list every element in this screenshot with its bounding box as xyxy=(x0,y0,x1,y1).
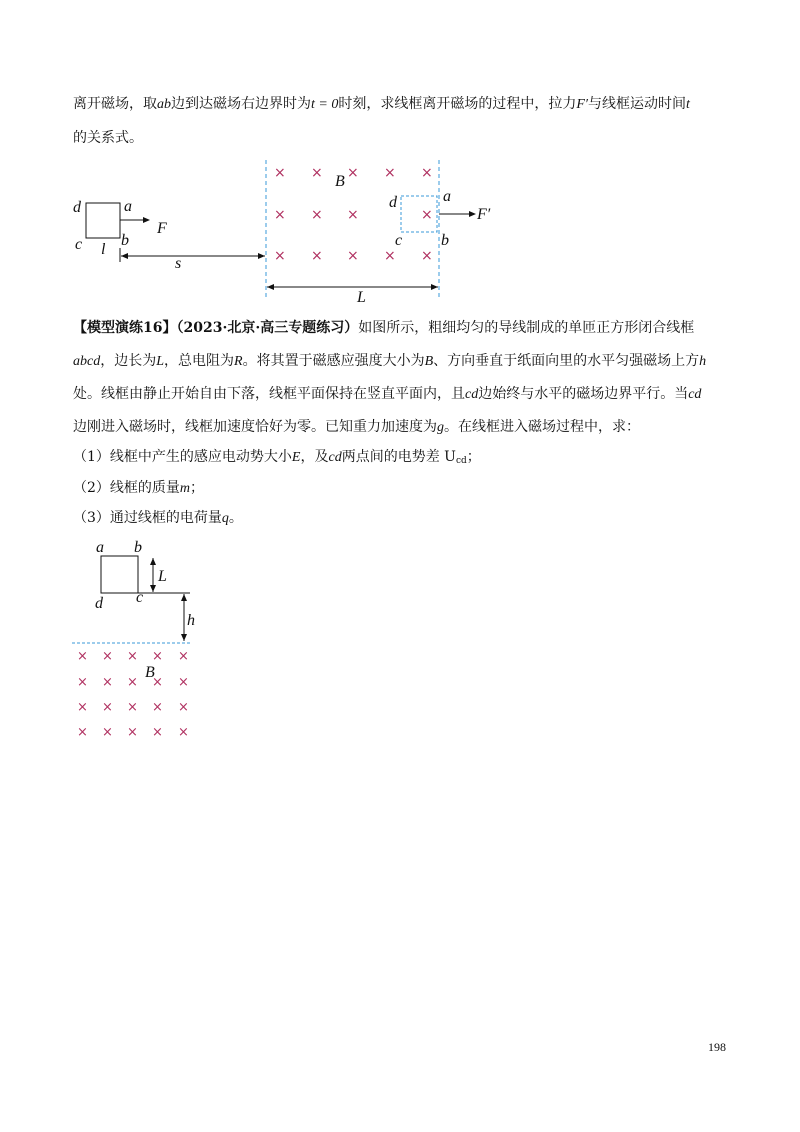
field-cross: × xyxy=(178,675,189,690)
field-cross: × xyxy=(384,165,396,181)
field-crosses xyxy=(77,649,189,740)
var-ab: ab xyxy=(157,97,171,112)
field-cross: × xyxy=(178,725,189,740)
field-cross: × xyxy=(178,649,189,664)
text-segment: 时刻，求线框离开磁场的过程中，拉力 xyxy=(338,96,577,112)
arrow-head-icon xyxy=(150,558,156,565)
label-b: b xyxy=(134,539,142,556)
field-cross: × xyxy=(152,725,163,740)
var-L: L xyxy=(156,354,165,369)
problem-title: 【模型演练16】 xyxy=(73,320,177,336)
label-B: B xyxy=(335,173,345,190)
text-segment: （1）线框中产生的感应电动势大小 xyxy=(73,449,292,465)
text-segment: （2）线框的质量 xyxy=(73,480,180,496)
field-cross: × xyxy=(347,165,359,181)
field-cross: × xyxy=(77,649,88,664)
arrow-head-icon xyxy=(181,594,187,601)
var-h: h xyxy=(699,354,707,369)
problem-source: （2023·北京·高三专题练习） xyxy=(176,320,359,336)
field-cross: × xyxy=(102,725,113,740)
label-h: h xyxy=(187,612,195,629)
field-cross: × xyxy=(102,675,113,690)
var-t: t xyxy=(685,97,690,112)
field-cross: × xyxy=(127,649,138,664)
text-segment: 离开磁场，取 xyxy=(73,96,157,112)
var-g: g xyxy=(437,420,444,435)
text-segment: 如图所示，粗细均匀的导线制成的单匝正方形闭合线框 xyxy=(358,320,695,336)
field-cross: × xyxy=(274,207,286,223)
text-segment: ，总电阻为 xyxy=(164,353,235,369)
field-cross: × xyxy=(152,649,163,664)
text-segment: ，及 xyxy=(300,449,329,465)
label-L: L xyxy=(357,289,366,306)
var-R: R xyxy=(234,354,243,369)
field-cross: × xyxy=(77,700,88,715)
var-m: m xyxy=(179,481,191,496)
field-cross: × xyxy=(274,165,286,181)
field-cross: × xyxy=(102,649,113,664)
label-F: F xyxy=(157,220,167,237)
text-segment: 。将其置于磁感应强度大小为 xyxy=(242,353,425,369)
text-segment: 边始终与水平的磁场边界平行。当 xyxy=(478,386,689,402)
field-cross: × xyxy=(127,700,138,715)
text-segment: 与线框运动时间 xyxy=(587,96,686,112)
var-F-prime: F′ xyxy=(576,97,588,112)
text-segment: 的关系式。 xyxy=(73,130,143,146)
label-d: d xyxy=(95,595,103,612)
var-cd: cd xyxy=(688,387,702,402)
text-segment: 。 xyxy=(228,510,243,526)
text-segment: 。在线框进入磁场过程中，求： xyxy=(444,419,640,435)
label-c-right: c xyxy=(395,232,403,249)
field-cross: × xyxy=(311,207,323,223)
label-F-prime: F′ xyxy=(477,206,491,223)
field-cross: × xyxy=(347,207,359,223)
page-number: 198 xyxy=(708,1040,726,1054)
loop-square xyxy=(101,556,138,593)
var-t0: t = 0 xyxy=(311,97,339,112)
var-B: B xyxy=(424,354,434,369)
text-segment: 处。线框由静止开始自由下落，线框平面保持在竖直平面内，且 xyxy=(73,386,465,402)
var-cd: cd xyxy=(465,387,479,402)
field-cross: × xyxy=(274,248,286,264)
var-cd: cd xyxy=(328,450,342,465)
label-b: b xyxy=(121,232,129,249)
field-cross: × xyxy=(152,675,163,690)
field-cross: × xyxy=(311,248,323,264)
label-L: L xyxy=(158,568,167,585)
field-cross: × xyxy=(102,700,113,715)
subscript-cd: cd xyxy=(455,456,467,466)
arrow-head-icon xyxy=(150,585,156,592)
field-cross: × xyxy=(152,700,163,715)
label-a-right: a xyxy=(443,188,451,205)
text-segment: （3）通过线框的电荷量 xyxy=(73,510,222,526)
field-cross: × xyxy=(421,165,433,181)
text-segment: ，边长为 xyxy=(100,353,157,369)
label-d-right: d xyxy=(389,194,397,211)
label-c: c xyxy=(75,236,83,253)
label-d: d xyxy=(73,199,81,216)
text-segment: 、方向垂直于纸面向里的水平匀强磁场上方 xyxy=(433,353,700,369)
field-cross: × xyxy=(77,725,88,740)
label-l: l xyxy=(101,241,106,258)
label-a: a xyxy=(124,198,132,215)
field-cross: × xyxy=(421,248,433,264)
var-abcd: abcd xyxy=(73,354,101,369)
text-segment: 边刚进入磁场时，线框加速度恰好为零。已知重力加速度为 xyxy=(73,419,437,435)
arrow-head-icon xyxy=(181,634,187,641)
text-segment: 两点间的电势差 U xyxy=(341,449,456,465)
text-segment: ； xyxy=(466,449,481,465)
field-cross: × xyxy=(384,248,396,264)
text-segment: ； xyxy=(190,480,205,496)
label-a: a xyxy=(96,539,104,556)
field-cross: × xyxy=(178,700,189,715)
var-q: q xyxy=(221,511,229,526)
label-b-right: b xyxy=(441,232,449,249)
text-segment: 边到达磁场右边界时为 xyxy=(171,96,311,112)
field-cross: × xyxy=(347,248,359,264)
var-E: E xyxy=(291,450,301,465)
field-cross: × xyxy=(77,675,88,690)
label-s: s xyxy=(175,255,182,272)
label-c: c xyxy=(136,589,144,606)
field-cross: × xyxy=(127,725,138,740)
field-cross: × xyxy=(311,165,323,181)
field-cross: × xyxy=(127,675,138,690)
field-cross: × xyxy=(421,207,433,223)
label-B: B xyxy=(145,664,155,681)
